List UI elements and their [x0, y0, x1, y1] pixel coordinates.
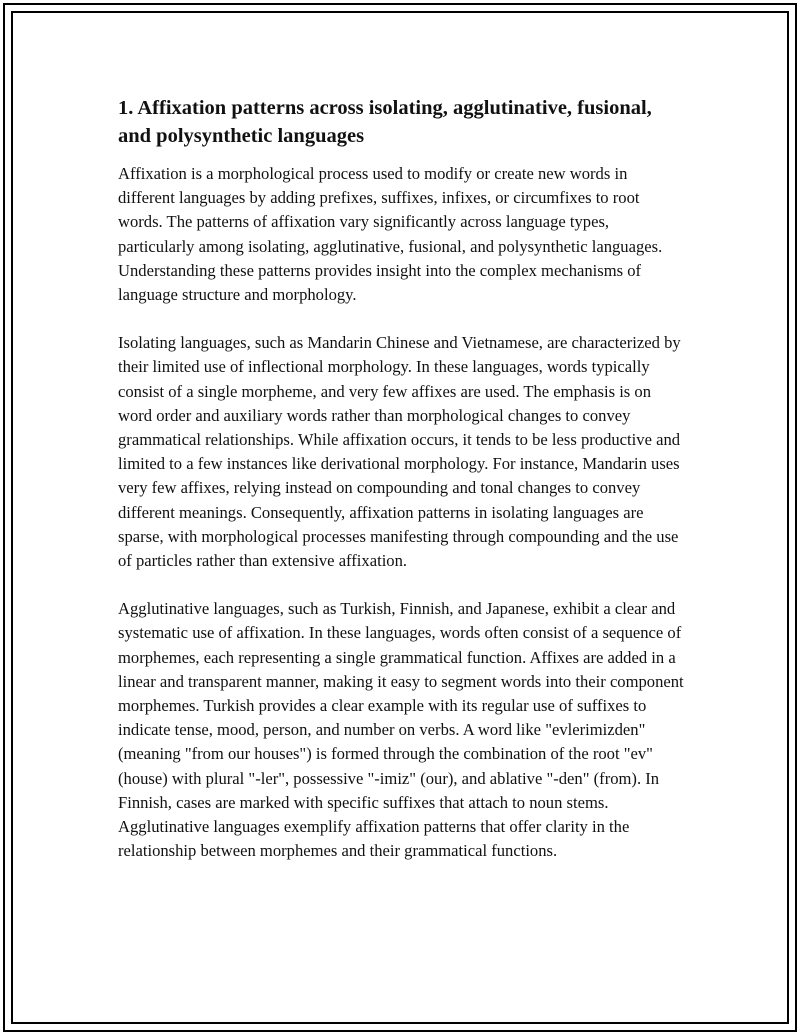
document-body: [118, 94, 688, 887]
paragraph-agglutinative: Agglutinative languages, such as Turkish, Finnish, and Japanese, exhibit a clear and systematic use of affixation. In these languages, words often consist of a sequence of morphemes, each representing a single grammatical function. Affixes are added in a linear and transparent manner, making it easy to segment words into their component morphemes. Turkish provides a clear example with its regular use of suffixes to indicate tense, mood, person, and number on verbs. A word like "evlerimizden" (meaning "from our houses") is formed through the combination of the root "ev" (house) with plural "-ler", possessive "-imiz" (our), and ablative "-den" (from). In Finnish, cases are marked with specific suffixes that attach to noun stems. Agglutinative languages exemplify affixation patterns that offer clarity in the relationship between morphemes and their grammatical functions.: [118, 599, 684, 861]
paragraph-intro: Affixation is a morphological process used to modify or create new words in different languages by adding prefixes, suffixes, infixes, or circumfixes to root words. The patterns of affixation vary significantly across language types, particularly among isolating, agglutinative, fusional, and polysynthetic languages. Understanding these patterns provides insight into the complex mechanisms of language structure and morphology.: [118, 164, 663, 305]
paragraph-isolating: Isolating languages, such as Mandarin Chinese and Vietnamese, are characterized by their limited use of inflectional morphology. In these languages, words typically consist of a single morpheme, and very few affixes are used. The emphasis is on word order and auxiliary words rather than morphological changes to convey grammatical relationships. While affixation occurs, it tends to be less productive and limited to a few instances like derivational morphology. For instance, Mandarin uses very few affixes, relying instead on compounding and tonal changes to convey different meanings. Consequently, affixation patterns in isolating languages are sparse, with morphological processes manifesting through compounding and the use of particles rather than extensive affixation.: [118, 333, 681, 571]
section-heading: 1. Affixation patterns across isolating, agglutinative, fusional, and polysynthetic languages: [118, 97, 652, 147]
